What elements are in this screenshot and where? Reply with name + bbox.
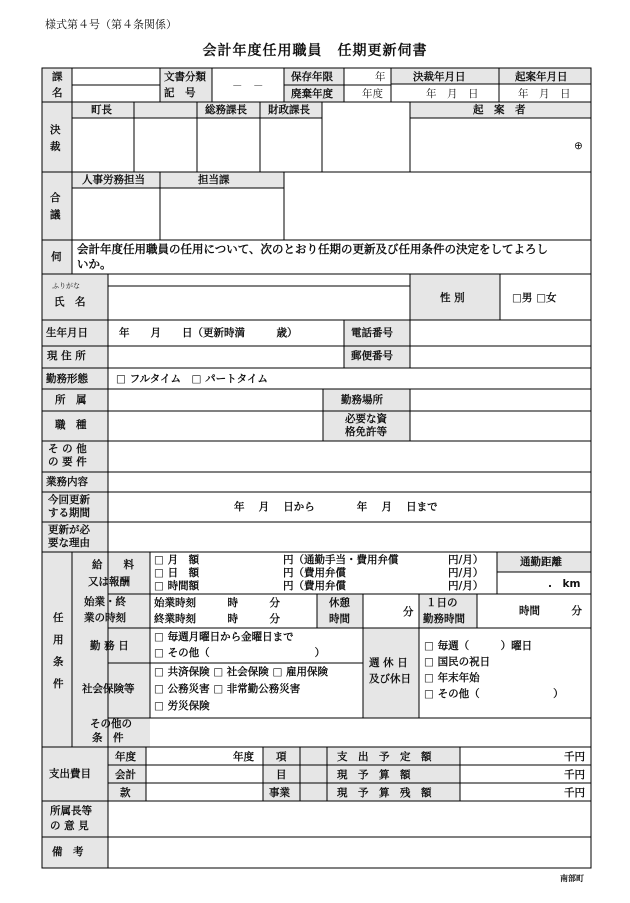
conditions-label-4: 件 [53, 678, 64, 690]
doc-symbol-label: 記 号 [164, 87, 196, 99]
draft-date-value: 年 月 日 [518, 88, 571, 100]
holiday-option-2[interactable]: □ 国民の祝日 [424, 656, 491, 668]
discard-year-value: 年度 [362, 88, 383, 100]
kianja-label: 起 案 者 [473, 104, 526, 116]
aigi-label: 合 議 [50, 192, 61, 221]
yen-3: 円（費用弁償 [283, 580, 346, 592]
pay-month-option[interactable]: □ 月 額 [154, 554, 200, 566]
job-label: 職 種 [55, 419, 87, 431]
somu-label: 総務課長 [205, 104, 247, 116]
break-label-1: 休憩 [329, 597, 350, 609]
budget-unit-1: 千円 [564, 751, 585, 763]
birth-value: 年 月 日（更新時満 歳） [119, 327, 298, 339]
yen-1: 円（通勤手当・費用弁償 [283, 554, 399, 566]
period-label-1: 今回更新 [48, 494, 90, 506]
duty-label: 業務内容 [46, 476, 88, 488]
other-req-label-1: そ の 他 [48, 443, 87, 455]
yen-2: 円（費用弁償 [283, 567, 346, 579]
birth-label: 生年月日 [46, 327, 88, 339]
holiday-label-1: 週 休 日 [369, 657, 408, 669]
place-label: 勤務場所 [341, 394, 383, 406]
ukagai-text-1: 会計年度任用職員の任用について、次のとおり任期の更新及び任用条件の決定をしてよろし [77, 242, 549, 256]
budget-row3-label: 現 予 算 残 額 [337, 787, 432, 799]
daily-value: 時間 分 [519, 605, 582, 617]
license-label-1: 必要な資 [345, 413, 387, 425]
budget-moku: 目 [276, 769, 287, 781]
town-name: 南部町 [560, 874, 584, 883]
tanto-label: 担当課 [198, 174, 230, 186]
form-number: 様式第４号（第４条関係） [45, 18, 177, 31]
decision-date-label: 決裁年月日 [413, 71, 466, 83]
period-label-2: する期間 [48, 507, 90, 519]
work-form-label: 勤務形態 [46, 373, 88, 385]
other-cond-label-1: その他の [90, 718, 132, 730]
budget-kan: 款 [120, 787, 131, 799]
work-form-options[interactable]: □ フルタイム □ パートタイム [116, 373, 268, 385]
reason-label-2: 要な理由 [48, 537, 90, 549]
pay-label-2: 又は報酬 [88, 576, 130, 588]
jinji-label: 人事労務担当 [82, 174, 145, 186]
budget-row1-label: 支 出 予 定 額 [337, 751, 432, 763]
form-title: 会計年度任用職員 任期更新伺書 [202, 43, 428, 59]
budget-label: 支出費目 [49, 768, 91, 780]
per-month-1: 円/月） [448, 554, 484, 566]
other-req-label-2: の 要 件 [48, 456, 87, 468]
sex-label: 性 別 [440, 292, 465, 304]
time-label-1: 始業・終 [84, 596, 126, 608]
budget-row2-label: 現 予 算 額 [337, 769, 411, 781]
zaisei-label: 財政課長 [268, 104, 310, 116]
daily-label-1: １日の [426, 597, 458, 609]
draft-date-label: 起案年月日 [515, 71, 568, 83]
ka-label: 課 [52, 71, 63, 83]
budget-nendo-value: 年度 [233, 751, 254, 763]
workday-label: 勤 務 日 [90, 640, 129, 652]
furigana-label: ふりがな [52, 282, 80, 290]
decision-date-value: 年 月 日 [426, 88, 479, 100]
holiday-option-4[interactable]: □ その他（ ） [424, 688, 564, 700]
pay-label-1: 給 料 [92, 559, 134, 571]
per-month-2: 円/月） [448, 567, 484, 579]
insurance-label: 社会保険等 [82, 683, 135, 695]
time-label-2: 業の時刻 [84, 612, 126, 624]
keep-years-label: 保存年限 [291, 71, 333, 83]
tel-label: 電話番号 [351, 327, 393, 339]
doc-class-dash: － － [232, 80, 264, 92]
dept-label: 所 属 [55, 394, 87, 406]
daily-label-2: 勤務時間 [423, 613, 465, 625]
period-value: 年 月 日から 年 月 日まで [234, 501, 438, 513]
insurance-option-2[interactable]: □ 公務災害 □ 非常勤公務災害 [154, 683, 301, 695]
holiday-option-3[interactable]: □ 年末年始 [424, 672, 480, 684]
insurance-option-3[interactable]: □ 労災保険 [154, 700, 210, 712]
budget-unit-3: 千円 [564, 787, 585, 799]
conditions-label-3: 条 [53, 656, 64, 668]
per-month-3: 円/月） [448, 580, 484, 592]
reason-label-1: 更新が必 [48, 524, 90, 536]
opinion-label-1: 所属長等 [50, 805, 92, 817]
keep-years-value: 年 [375, 71, 386, 83]
license-label-2: 格免許等 [345, 426, 387, 438]
sex-options[interactable]: □男 □女 [512, 292, 557, 304]
workday-option-2[interactable]: □ その他（ ） [154, 647, 326, 659]
conditions-label-1: 任 [53, 612, 64, 624]
discard-year-label: 廃棄年度 [291, 88, 333, 100]
end-time: 終業時刻 時 分 [154, 613, 280, 625]
pay-day-option[interactable]: □ 日 額 [154, 567, 200, 579]
commute-value: . km [548, 578, 581, 590]
workday-option-1[interactable]: □ 毎週月曜日から金曜日まで [154, 631, 294, 643]
holiday-option-1[interactable]: □ 毎週（ ）曜日 [424, 640, 533, 652]
doc-class-label: 文書分類 [164, 71, 206, 83]
seal-icon: ⊕ [574, 140, 583, 152]
budget-kou: 項 [276, 751, 287, 763]
chocho-label: 町長 [91, 104, 112, 116]
holiday-label-2: 及び休日 [369, 673, 411, 685]
insurance-option-1[interactable]: □ 共済保険 □ 社会保険 □ 雇用保険 [154, 666, 329, 678]
name-label: 氏 名 [54, 296, 86, 308]
remarks-label: 備 考 [52, 846, 84, 858]
break-label-2: 時間 [329, 613, 350, 625]
other-cond-label-2: 条 件 [92, 732, 124, 744]
ukagai-text-2: いか。 [77, 257, 112, 271]
conditions-label-2: 用 [53, 634, 64, 646]
ukagai-label: 伺 [51, 251, 62, 263]
kessai-label: 決 裁 [50, 124, 61, 153]
budget-unit-2: 千円 [564, 769, 585, 781]
pay-hour-option[interactable]: □ 時間額 [154, 580, 200, 592]
address-label: 現 住 所 [47, 350, 86, 362]
budget-kaikei: 会計 [115, 769, 136, 781]
mei-label: 名 [52, 87, 63, 99]
commute-label: 通勤距離 [520, 556, 562, 568]
zip-label: 郵便番号 [351, 350, 393, 362]
start-time: 始業時刻 時 分 [154, 597, 280, 609]
budget-nendo: 年度 [115, 751, 136, 763]
opinion-label-2: の 意 見 [50, 820, 89, 832]
budget-jigyo: 事業 [269, 787, 290, 799]
break-unit: 分 [403, 606, 414, 618]
